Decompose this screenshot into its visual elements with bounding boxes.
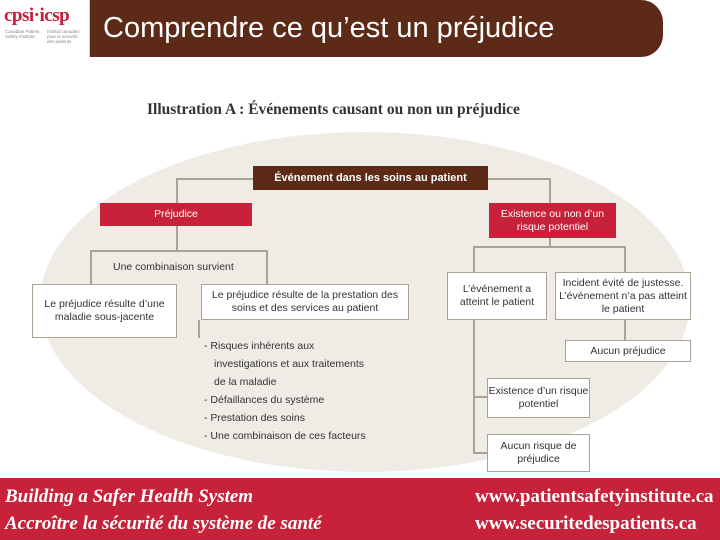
box-prejudice-prestation: Le préjudice résulte de la prestation des soins et des services au patient bbox=[201, 284, 409, 320]
connector-maladie bbox=[90, 250, 92, 284]
page-title: Comprendre ce qu’est un préjudice bbox=[103, 12, 555, 44]
footer-tagline-fr: Accroître la sécurité du système de santé bbox=[5, 513, 322, 534]
cpsi-logo bbox=[0, 0, 90, 57]
connector-split bbox=[473, 246, 626, 248]
footer-url-fr[interactable]: www.securitedespatients.ca bbox=[475, 513, 697, 534]
maladie-text: Le préjudice résulte d’une maladie sous-jacente bbox=[44, 298, 165, 323]
list-item: de la maladie bbox=[214, 376, 277, 388]
label-combinaison: Une combinaison survient bbox=[113, 261, 234, 273]
box-prejudice-maladie bbox=[32, 284, 177, 338]
connector-combo bbox=[90, 250, 268, 252]
list-item: investigations et aux traitements bbox=[214, 358, 364, 370]
connector-root-right-down bbox=[549, 178, 551, 203]
connector-aucun-risque bbox=[473, 452, 488, 454]
connector-incident bbox=[624, 246, 626, 274]
logo-subtitle-fr: Institut canadien pour la sécurité des patients bbox=[47, 29, 80, 44]
box-evenement-atteint: L’événement a atteint le patient bbox=[447, 272, 547, 320]
connector-aucun-prejudice bbox=[624, 320, 626, 340]
list-item: - Une combinaison de ces facteurs bbox=[204, 430, 366, 442]
box-aucun-prejudice: Aucun préjudice bbox=[565, 340, 691, 362]
box-incident-evite: Incident évité de justesse. L’événement n’a pas atteint le patient bbox=[555, 272, 691, 320]
box-root-event: Événement dans les soins au patient bbox=[253, 166, 488, 190]
logo-subtitle bbox=[5, 29, 87, 44]
list-item: - Risques inhérents aux bbox=[204, 340, 315, 352]
causes-list bbox=[204, 337, 366, 445]
logo-wordmark: cpsi·icsp bbox=[4, 5, 70, 26]
connector-existence-down bbox=[549, 238, 551, 246]
list-item: - Défaillances du système bbox=[204, 394, 325, 406]
connector-root-left bbox=[176, 178, 256, 180]
box-aucun-risque: Aucun risque de préjudice bbox=[487, 434, 590, 472]
diagram-title: Illustration A : Événements causant ou non un préjudice bbox=[147, 101, 520, 118]
box-existence-risque: Existence d’un risque potentiel bbox=[487, 378, 590, 418]
box-prejudice: Préjudice bbox=[100, 203, 252, 226]
footer-tagline-en: Building a Safer Health System bbox=[5, 486, 254, 507]
connector-prejudice-down bbox=[176, 226, 178, 250]
logo-subtitle-en: Canadian Patient Safety Institute bbox=[5, 29, 40, 39]
connector-prestation-list bbox=[198, 320, 200, 338]
connector-root-right bbox=[488, 178, 551, 180]
footer-url-en[interactable]: www.patientsafetyinstitute.ca bbox=[475, 486, 714, 507]
connector-prestation bbox=[266, 250, 268, 284]
connector-existence-risque bbox=[473, 396, 488, 398]
box-existence-risque-or-not: Existence ou non d’un risque potentiel bbox=[489, 203, 616, 238]
connector-root-left-down bbox=[176, 178, 178, 203]
list-item: - Prestation des soins bbox=[204, 412, 305, 424]
